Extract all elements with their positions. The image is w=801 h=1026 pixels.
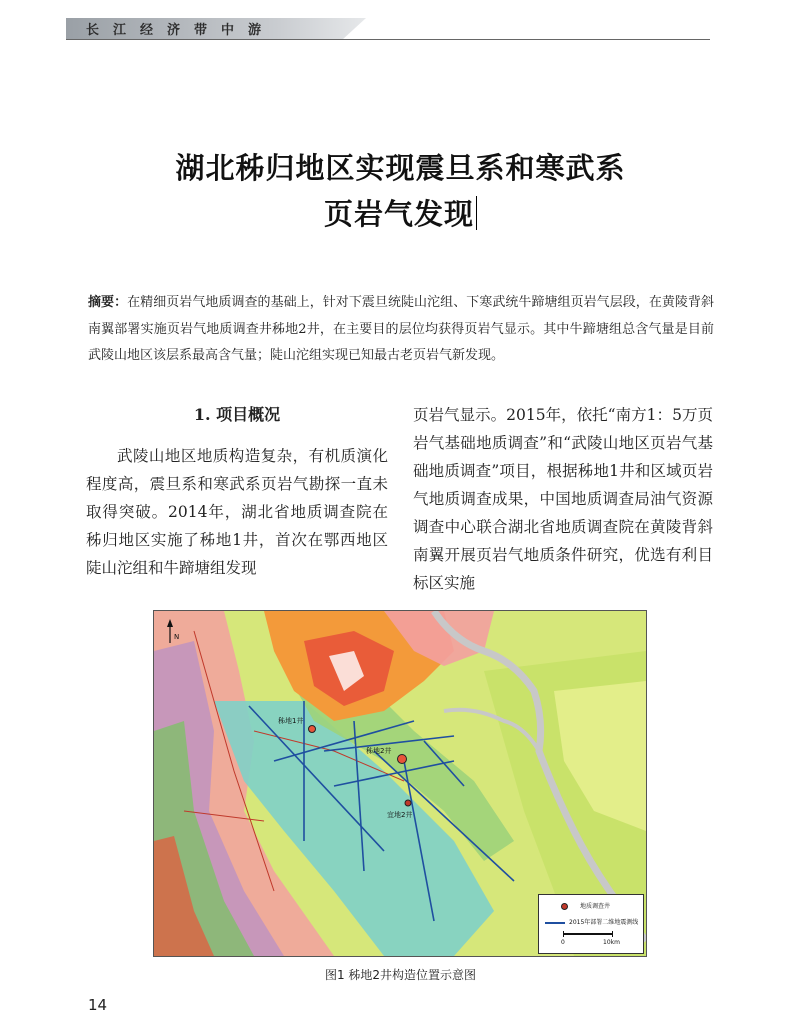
abstract-label: 摘要： [88, 295, 128, 310]
legend-well-label: 地质调查井 [580, 903, 611, 910]
header-text: 长江经济带中游 [86, 23, 276, 38]
page-number: 14 [88, 996, 108, 1014]
well-marker-icon [561, 903, 568, 910]
article-title-line2-text: 页岩气发现 [323, 197, 474, 231]
article-title-line2 [60, 192, 741, 233]
scale-end: 10km [603, 939, 620, 946]
text-cursor [476, 196, 477, 230]
map-legend [538, 894, 644, 954]
well-marker-yidi2 [405, 800, 411, 806]
legend-row-well [545, 901, 610, 910]
abstract-text: 在精细页岩气地质调查的基础上，针对下震旦统陡山沱组、下寒武统牛蹄塘组页岩气层段，在黄陵背斜南翼部署实施页岩气地质调查井秭地2井，在主要目的层位均获得页岩气显示。其中牛蹄塘组总含气量是目前武陵山地区该层系最高含气量；陡山沱组实现已知最古老页岩气新发现。 [88, 295, 714, 363]
scale-start: 0 [561, 939, 565, 946]
well-marker-zidi2 [398, 755, 407, 764]
article-title-line1: 湖北秭归地区实现震旦系和寒武系 [175, 151, 626, 185]
well-label-zidi2: 秭地2井 [366, 747, 392, 755]
running-header [66, 18, 710, 40]
legend-line-label: 2015年部署二维地震测线 [569, 919, 639, 926]
structural-location-map [153, 610, 647, 957]
well-label-zidi1: 秭地1井 [278, 717, 304, 725]
legend-row-seismic [545, 917, 638, 926]
well-marker-zidi1 [309, 726, 316, 733]
body-text-left-column: 武陵山地区地质构造复杂，有机质演化程度高，震旦系和寒武系页岩气勘探一直未取得突破。2014年，湖北省地质调查院在秭归地区实施了秭地1井，首次在鄂西地区陡山沱组和牛蹄塘组发现 [86, 447, 388, 577]
header-rule [66, 39, 710, 40]
seismic-line-icon [545, 922, 565, 924]
abstract [88, 290, 714, 370]
body-text-right-column: 页岩气显示。2015年，依托“南方1：5万页岩气基础地质调查”和“武陵山地区页岩气基础地质调查”项目，根据秭地1井和区域页岩气地质调查成果，中国地质调查局油气资源调查中心联合湖北省地质调查院在黄陵背斜南翼开展页岩气地质条件研究，优选有利目标区实施 [413, 406, 713, 592]
section-heading: 1. 项目概况 [193, 405, 281, 424]
scale-bar [561, 931, 620, 946]
well-label-yidi2: 宜地2井 [387, 811, 413, 819]
north-label: N [174, 633, 180, 641]
figure-caption: 图1 秭地2井构造位置示意图 [324, 968, 477, 982]
